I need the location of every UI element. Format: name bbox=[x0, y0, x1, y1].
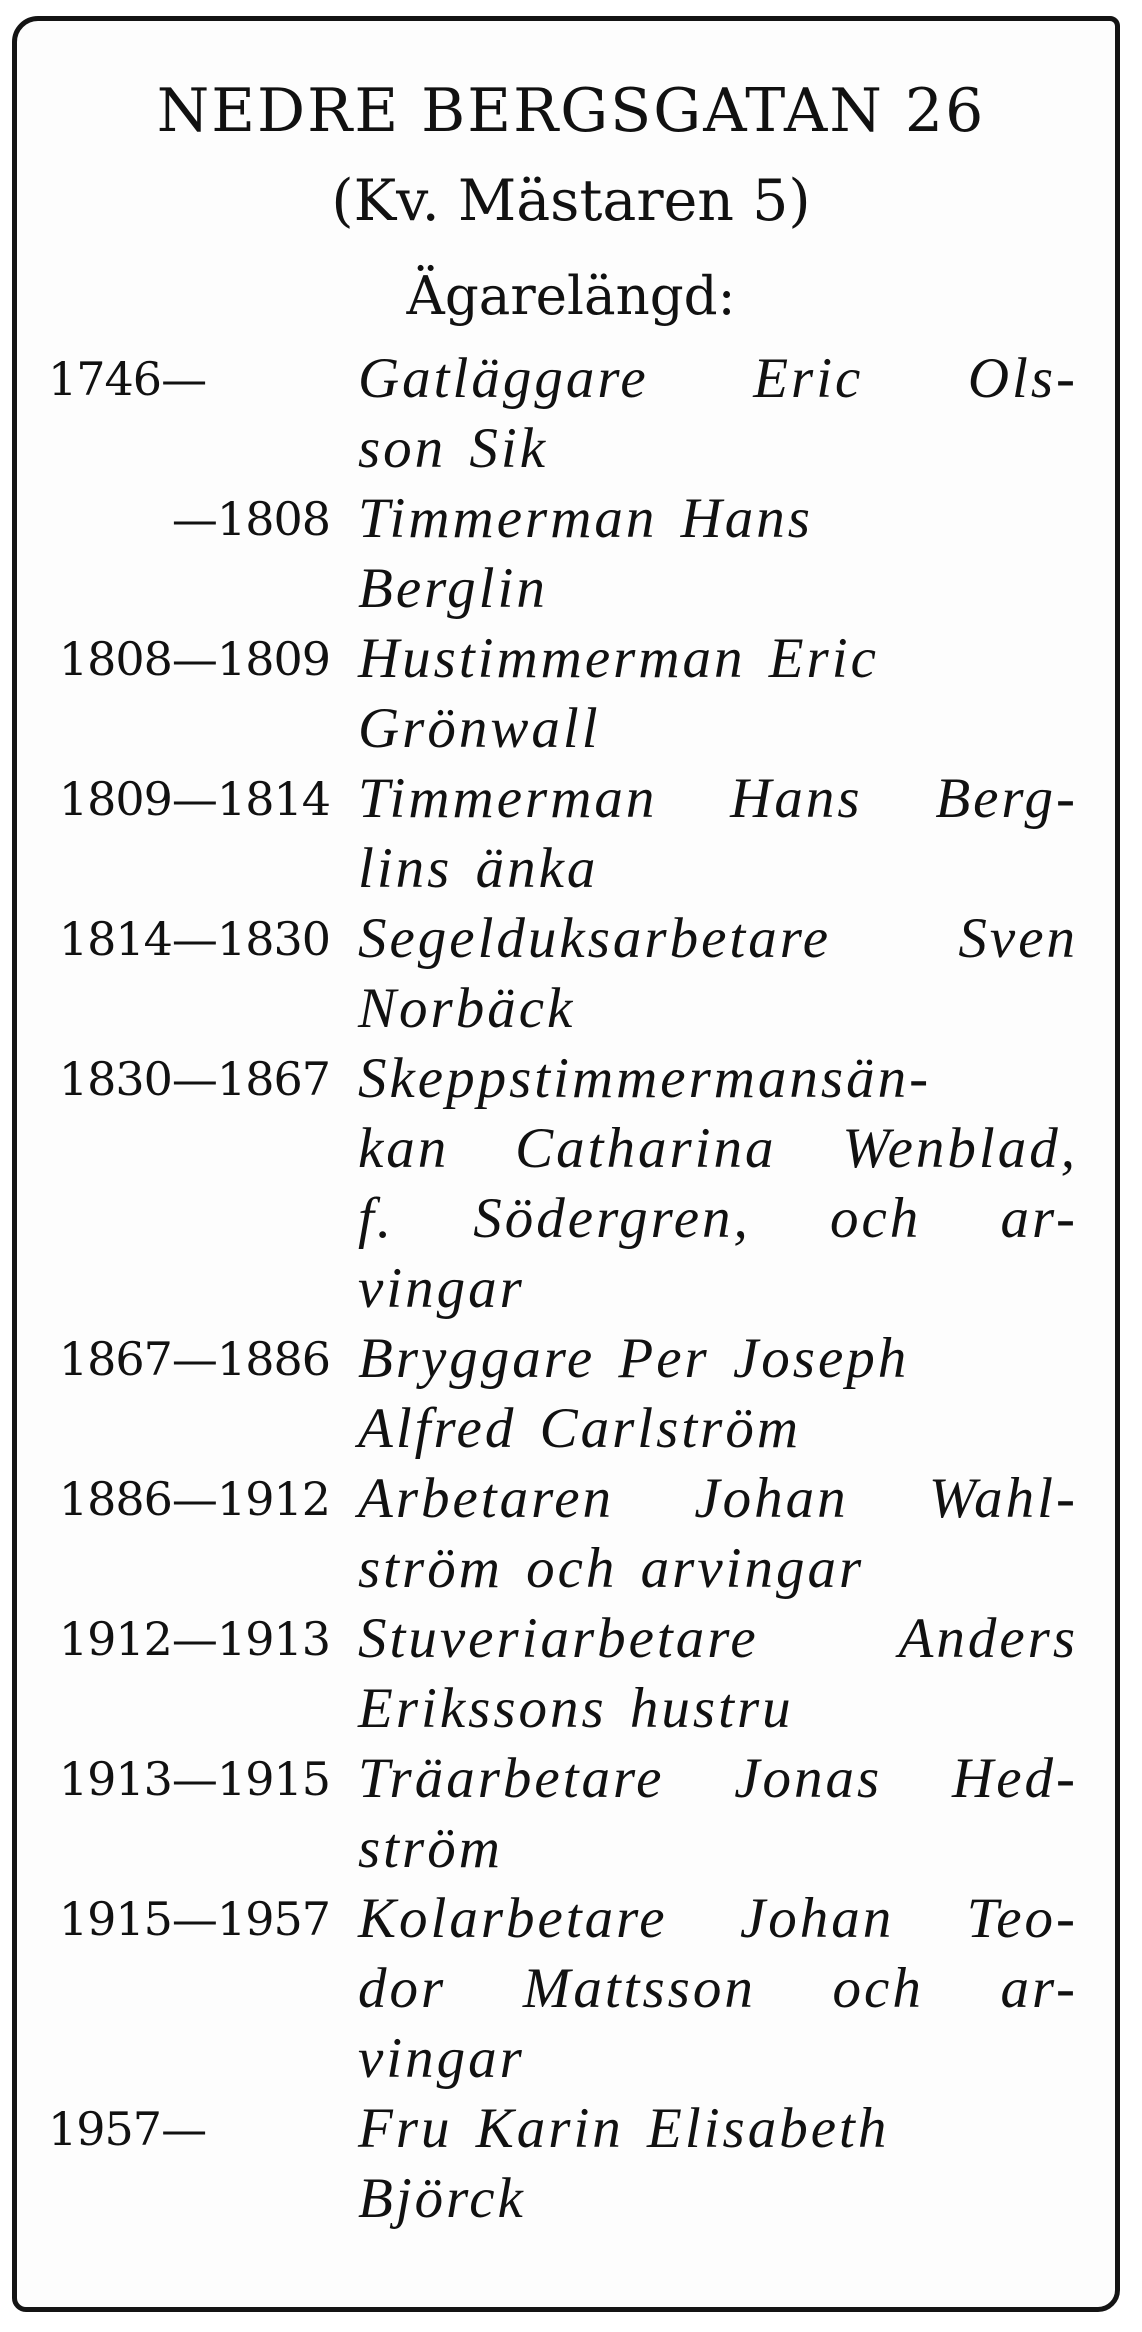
entry-line: Skeppstimmermansän- bbox=[358, 1047, 932, 1110]
entry-line: ström och arvingar bbox=[358, 1537, 865, 1600]
entry-line: Kolarbetare Johan Teo- bbox=[358, 1887, 1078, 1950]
entry-line: ström bbox=[358, 1817, 503, 1880]
entry-line: Erikssons hustru bbox=[358, 1677, 794, 1740]
page-subtitle: (Kv. Mästaren 5) bbox=[331, 168, 811, 234]
entry-years: 1912—1913 bbox=[58, 1612, 330, 1666]
entry-line: Stuveriarbetare Anders bbox=[358, 1607, 1078, 1670]
entry-description bbox=[358, 344, 1078, 484]
entry-description bbox=[358, 764, 1078, 904]
entry-description bbox=[358, 2094, 1078, 2234]
entry-description bbox=[358, 624, 1078, 764]
owner-entry bbox=[0, 1044, 1142, 1324]
entry-line: Bryggare Per Joseph bbox=[358, 1327, 910, 1390]
owner-entry bbox=[0, 344, 1142, 484]
owner-entry bbox=[0, 1324, 1142, 1464]
entry-line: Segelduksarbetare Sven bbox=[358, 907, 1078, 970]
entry-line: Arbetaren Johan Wahl- bbox=[358, 1467, 1078, 1530]
entry-line: Gatläggare Eric Ols- bbox=[358, 347, 1078, 410]
entry-line: Timmerman Hans Berg- bbox=[358, 767, 1078, 830]
entry-line: Grönwall bbox=[358, 697, 601, 760]
entry-line: Träarbetare Jonas Hed- bbox=[358, 1747, 1078, 1810]
entry-line: kan Catharina Wenblad, bbox=[358, 1117, 1078, 1180]
owner-entry bbox=[0, 624, 1142, 764]
entry-description bbox=[358, 904, 1078, 1044]
entry-line: Timmerman Hans bbox=[358, 487, 813, 550]
entry-description bbox=[358, 1604, 1078, 1744]
entry-description bbox=[358, 1464, 1078, 1604]
entry-description bbox=[358, 1744, 1078, 1884]
entry-description bbox=[358, 1884, 1078, 2094]
entry-description bbox=[358, 1044, 1078, 1324]
entry-line: f. Södergren, och ar- bbox=[358, 1187, 1078, 1250]
owner-entry bbox=[0, 1604, 1142, 1744]
owner-list bbox=[0, 344, 1142, 2234]
entry-line: dor Mattsson och ar- bbox=[358, 1957, 1078, 2020]
entry-years: 1746— bbox=[48, 352, 207, 406]
page-title: NEDRE BERGSGATAN 26 bbox=[156, 76, 986, 146]
entry-description bbox=[358, 1324, 1078, 1464]
entry-description bbox=[358, 484, 1078, 624]
owner-entry bbox=[0, 484, 1142, 624]
entry-line: vingar bbox=[358, 1257, 525, 1320]
entry-years: 1915—1957 bbox=[58, 1892, 330, 1946]
entry-years: 1867—1886 bbox=[58, 1332, 330, 1386]
owner-entry bbox=[0, 904, 1142, 1044]
owner-entry bbox=[0, 2094, 1142, 2234]
entry-line: Berglin bbox=[358, 557, 548, 620]
owner-entry bbox=[0, 1464, 1142, 1604]
entry-line: Fru Karin Elisabeth bbox=[358, 2097, 890, 2160]
owner-entry bbox=[0, 764, 1142, 904]
owner-entry bbox=[0, 1884, 1142, 2094]
entry-years: 1814—1830 bbox=[58, 912, 330, 966]
entry-line: son Sik bbox=[358, 417, 549, 480]
owner-entry bbox=[0, 1744, 1142, 1884]
entry-years: —1808 bbox=[171, 492, 330, 546]
entry-years: 1808—1809 bbox=[58, 632, 330, 686]
entry-years: 1913—1915 bbox=[58, 1752, 330, 1806]
entry-years: 1886—1912 bbox=[58, 1472, 330, 1526]
entry-line: Norbäck bbox=[358, 977, 576, 1040]
entry-line: Björck bbox=[358, 2167, 526, 2230]
entry-line: vingar bbox=[358, 2027, 525, 2090]
section-label: Ägarelängd: bbox=[406, 266, 736, 327]
entry-line: Alfred Carlström bbox=[358, 1397, 802, 1460]
entry-years: 1809—1814 bbox=[58, 772, 330, 826]
entry-years: 1830—1867 bbox=[58, 1052, 330, 1106]
entry-line: Hustimmerman Eric bbox=[358, 627, 879, 690]
entry-line: lins änka bbox=[358, 837, 599, 900]
entry-years: 1957— bbox=[48, 2102, 207, 2156]
